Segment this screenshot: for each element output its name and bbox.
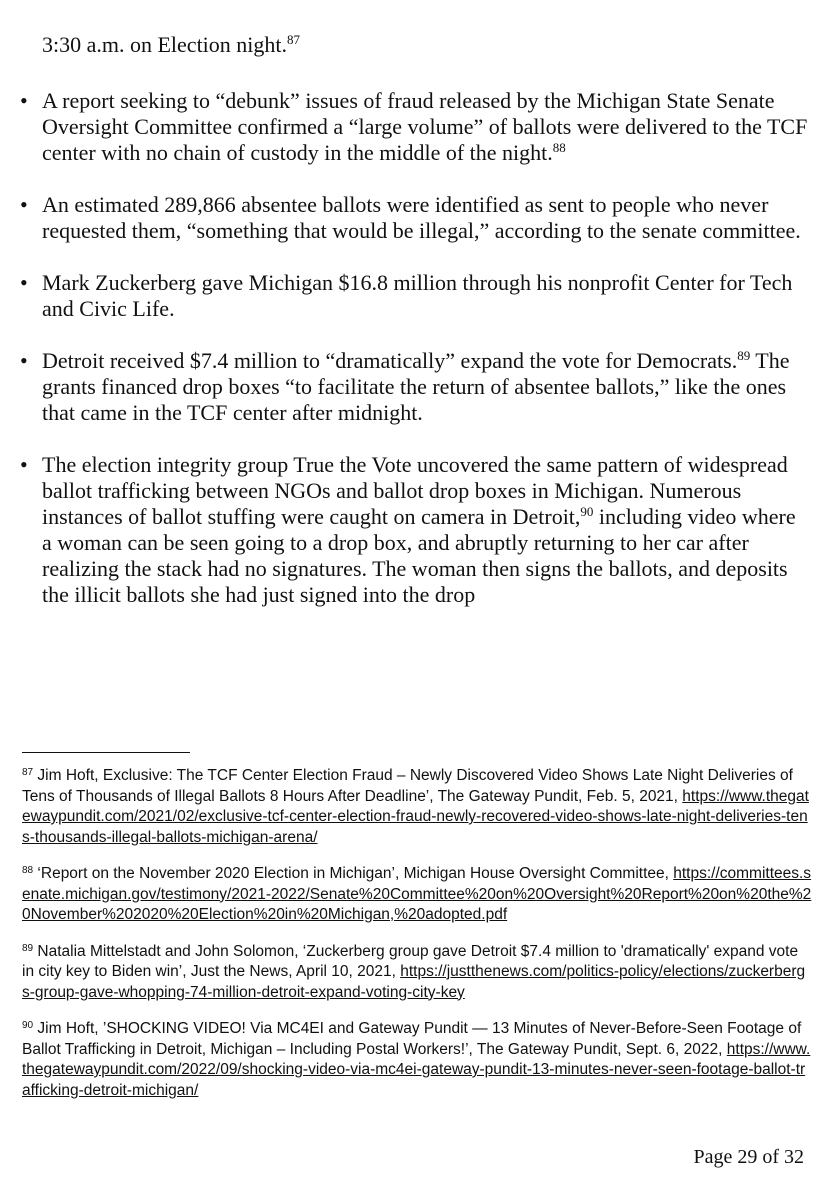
list-item (20, 88, 810, 166)
footnotes (22, 766, 812, 1117)
list-item-text (42, 88, 810, 166)
bullet-list (20, 88, 810, 634)
list-item-text (42, 270, 810, 322)
list-item-text (42, 348, 810, 426)
footnote-link[interactable]: https://committees.senate.michigan.gov/testimony/2021-2022/Senate%20Committee%20on%20Oversight%20Report%20on%20the%20November%202020%20Election%20in%20Michigan,%20adopted.pdf (22, 865, 812, 923)
footnote-87 (22, 766, 812, 848)
bullet-text: A report seeking to “debunk” issues of fraud released by the Michigan State Senate Oversight Committee confirmed a “large volume” of ballots were delivered to the TCF center with no chain of custody in the middle of the night. (42, 88, 808, 165)
footnote-ref-88[interactable]: 88 (552, 140, 566, 155)
bullet-icon: • (20, 192, 28, 217)
footnote-number: 90 (22, 1020, 34, 1031)
bullet-icon: • (20, 452, 28, 477)
list-item (20, 348, 810, 426)
footnote-number: 88 (22, 865, 34, 876)
bullet-text: Detroit received $7.4 million to “dramatically” expand the vote for Democrats. (42, 348, 738, 373)
bullet-text: An estimated 289,866 absentee ballots were identified as sent to people who never requested them, “something that would be illegal,” according to the senate committee. (42, 192, 801, 243)
bullet-icon: • (20, 270, 28, 295)
list-item (20, 452, 810, 608)
footnote-88 (22, 864, 812, 926)
footnote-link[interactable]: https://www.thegatewaypundit.com/2022/09/shocking-video-via-mc4ei-gateway-pundit-13-minutes-never-seen-footage-ballot-trafficking-detroit-michigan/ (22, 1040, 811, 1099)
list-item-text (42, 452, 810, 608)
list-item (20, 270, 810, 322)
page-number: Page 29 of 32 (693, 1146, 804, 1168)
footnote-number: 87 (22, 767, 34, 778)
continued-paragraph (42, 32, 812, 58)
continued-text: 3:30 a.m. on Election night. (42, 32, 288, 57)
footnote-ref-89[interactable]: 89 (737, 348, 751, 363)
footnote-link[interactable]: https://justthenews.com/politics-policy/elections/zuckerbergs-group-gave-whopping-74-million-detroit-expand-voting-city-key (22, 963, 806, 1001)
bullet-text: Mark Zuckerberg gave Michigan $16.8 million through his nonprofit Center for Tech and Civic Life. (42, 270, 793, 321)
footnote-89 (22, 942, 812, 1004)
footnote-ref-90[interactable]: 90 (580, 504, 594, 519)
list-item-text (42, 192, 810, 244)
footnote-text: Natalia Mittelstadt and John Solomon, ‘Zuckerberg group gave Detroit $7.4 million to 'dramatically' expand vote in city key to Biden win’, Just the News, April 10, 2021, (22, 942, 799, 980)
bullet-text-continued: The grants financed drop boxes “to facilitate the return of absentee ballots,” like the ones that came in the TCF center after midnight. (42, 348, 790, 425)
bullet-text: The election integrity group True the Vote uncovered the same pattern of widespread ballot trafficking between NGOs and ballot drop boxes in Michigan. Numerous instances of ballot stuffing were caught on camera in Detroit, (42, 452, 788, 529)
footnote-number: 89 (22, 942, 34, 954)
footnote-ref-87[interactable]: 87 (287, 32, 301, 47)
list-item (20, 192, 810, 244)
footnote-text: Jim Hoft, ’SHOCKING VIDEO! Via MC4EI and Gateway Pundit — 13 Minutes of Never-Before-Seen Footage of Ballot Trafficking in Detroit, Michigan – Including Postal Workers!’, The Gateway Pundit, Sept. 6, 2022, (22, 1020, 802, 1058)
footnote-text: Jim Hoft, Exclusive: The TCF Center Election Fraud – Newly Discovered Video Shows Late Night Deliveries of Tens of Thousands of Illegal Ballots 8 Hours After Deadline’, The Gateway Pundit, Feb. 5, 2021, (22, 767, 793, 805)
footnote-separator (22, 752, 190, 753)
bullet-text-continued: including video where a woman can be seen going to a drop box, and abruptly returning to her car after realizing the stack had no signatures. The woman then signs the ballots, and deposits the illicit ballots she had just signed into the drop (42, 504, 796, 607)
footnote-text: ‘Report on the November 2020 Election in Michigan’, Michigan House Oversight Committee, (33, 865, 674, 882)
bullet-icon: • (20, 88, 28, 113)
bullet-icon: • (20, 348, 28, 373)
footnote-90 (22, 1019, 812, 1101)
footnote-link[interactable]: https://www.thegatewaypundit.com/2021/02/exclusive-tcf-center-election-fraud-newly-recovered-video-shows-late-night-deliveries-tens-thousands-illegal-ballots-michigan-arena/ (22, 787, 809, 846)
